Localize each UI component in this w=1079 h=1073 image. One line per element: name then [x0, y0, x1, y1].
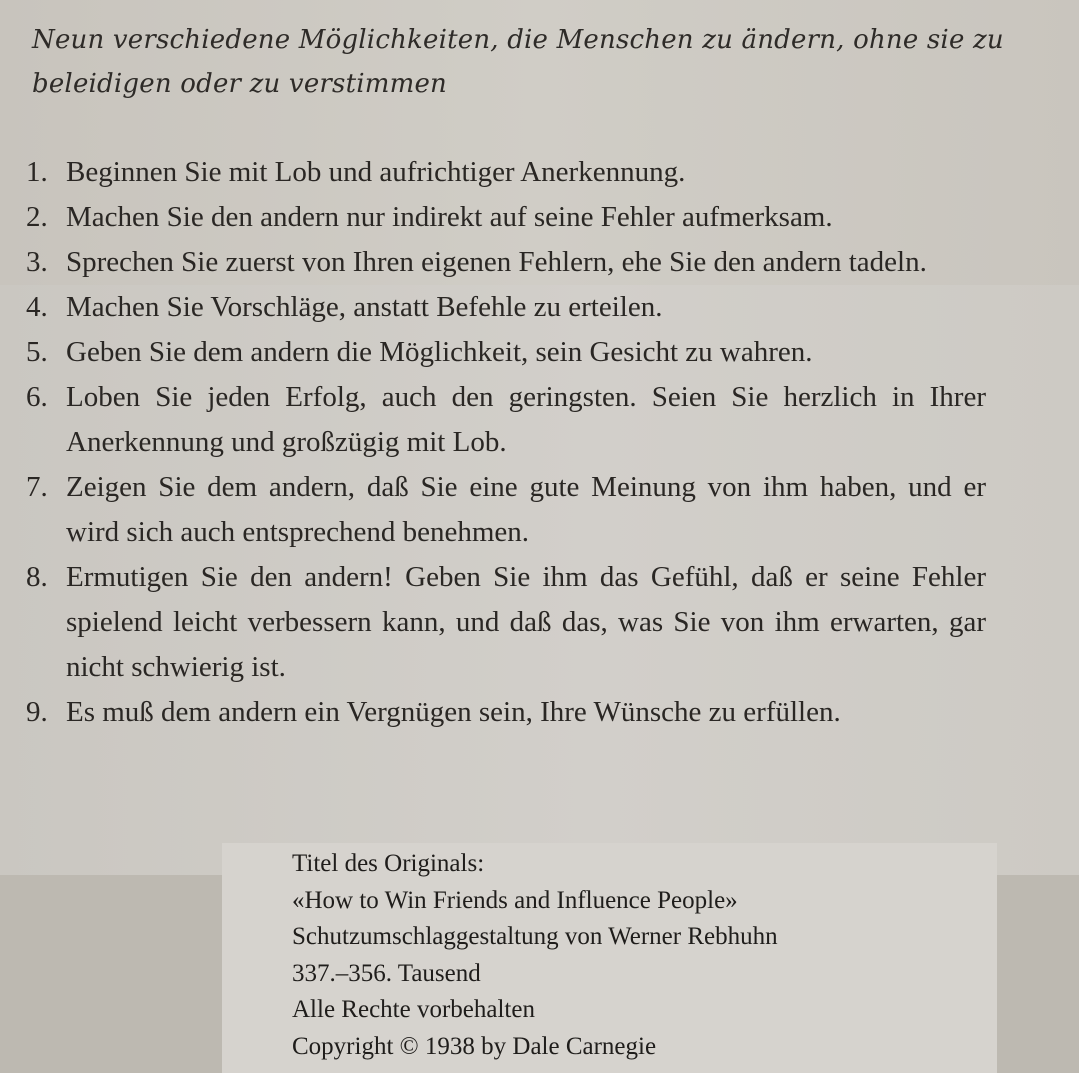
original-title: «How to Win Friends and Influence People» [292, 886, 738, 914]
edition-info: 337.–356. Tausend [292, 959, 481, 987]
rule-text: Loben Sie jeden Erfolg, auch den geringsten. Seien Sie herzlich in Ihrer Anerkennung und großzügig mit Lob. [66, 381, 986, 458]
rule-number: 1. [26, 156, 48, 188]
section-heading: Neun verschiedene Möglichkeiten, die Menschen zu ändern, ohne sie zu beleidigen oder zu verstimmen [32, 25, 1004, 99]
rule-item-2 [26, 195, 986, 240]
rule-number: 5. [26, 336, 48, 368]
rule-number: 2. [26, 201, 48, 233]
rule-item-7 [26, 465, 986, 555]
rule-item-6 [26, 375, 986, 465]
rule-number: 9. [26, 696, 48, 728]
rule-number: 6. [26, 381, 48, 413]
rule-text: Sprechen Sie zuerst von Ihren eigenen Fehlern, ehe Sie den andern tadeln. [66, 246, 927, 278]
rule-text: Ermutigen Sie den andern! Geben Sie ihm das Gefühl, daß er seine Fehler spielend leicht verbessern kann, und daß das, was Sie von ihm erwarten, gar nicht schwierig ist. [66, 561, 986, 683]
rules-list [26, 150, 986, 735]
rule-item-8 [26, 555, 986, 690]
rule-text: Machen Sie Vorschläge, anstatt Befehle zu erteilen. [66, 291, 663, 323]
rule-item-4 [26, 285, 986, 330]
copyright-notice: Copyright © 1938 by Dale Carnegie [292, 1032, 657, 1060]
rule-number: 7. [26, 471, 48, 503]
rule-number: 3. [26, 246, 48, 278]
rule-text: Machen Sie den andern nur indirekt auf seine Fehler aufmerksam. [66, 201, 833, 233]
rule-item-9 [26, 690, 986, 735]
rule-text: Zeigen Sie dem andern, daß Sie eine gute Meinung von ihm haben, und er wird sich auch entsprechend benehmen. [66, 471, 986, 548]
cover-design-credit: Schutzumschlaggestaltung von Werner Rebhuhn [292, 923, 778, 950]
rule-number: 8. [26, 561, 48, 593]
rule-number: 4. [26, 291, 48, 323]
rule-item-5 [26, 330, 986, 375]
rule-text: Beginnen Sie mit Lob und aufrichtiger Anerkennung. [66, 156, 686, 188]
rule-text: Es muß dem andern ein Vergnügen sein, Ihre Wünsche zu erfüllen. [66, 696, 841, 728]
rights-notice: Alle Rechte vorbehalten [292, 996, 535, 1023]
rule-item-3 [26, 240, 986, 285]
rule-item-1 [26, 150, 986, 195]
rule-text: Geben Sie dem andern die Möglichkeit, sein Gesicht zu wahren. [66, 336, 813, 368]
original-title-label: Titel des Originals: [292, 850, 485, 877]
imprint-block [292, 846, 992, 1065]
